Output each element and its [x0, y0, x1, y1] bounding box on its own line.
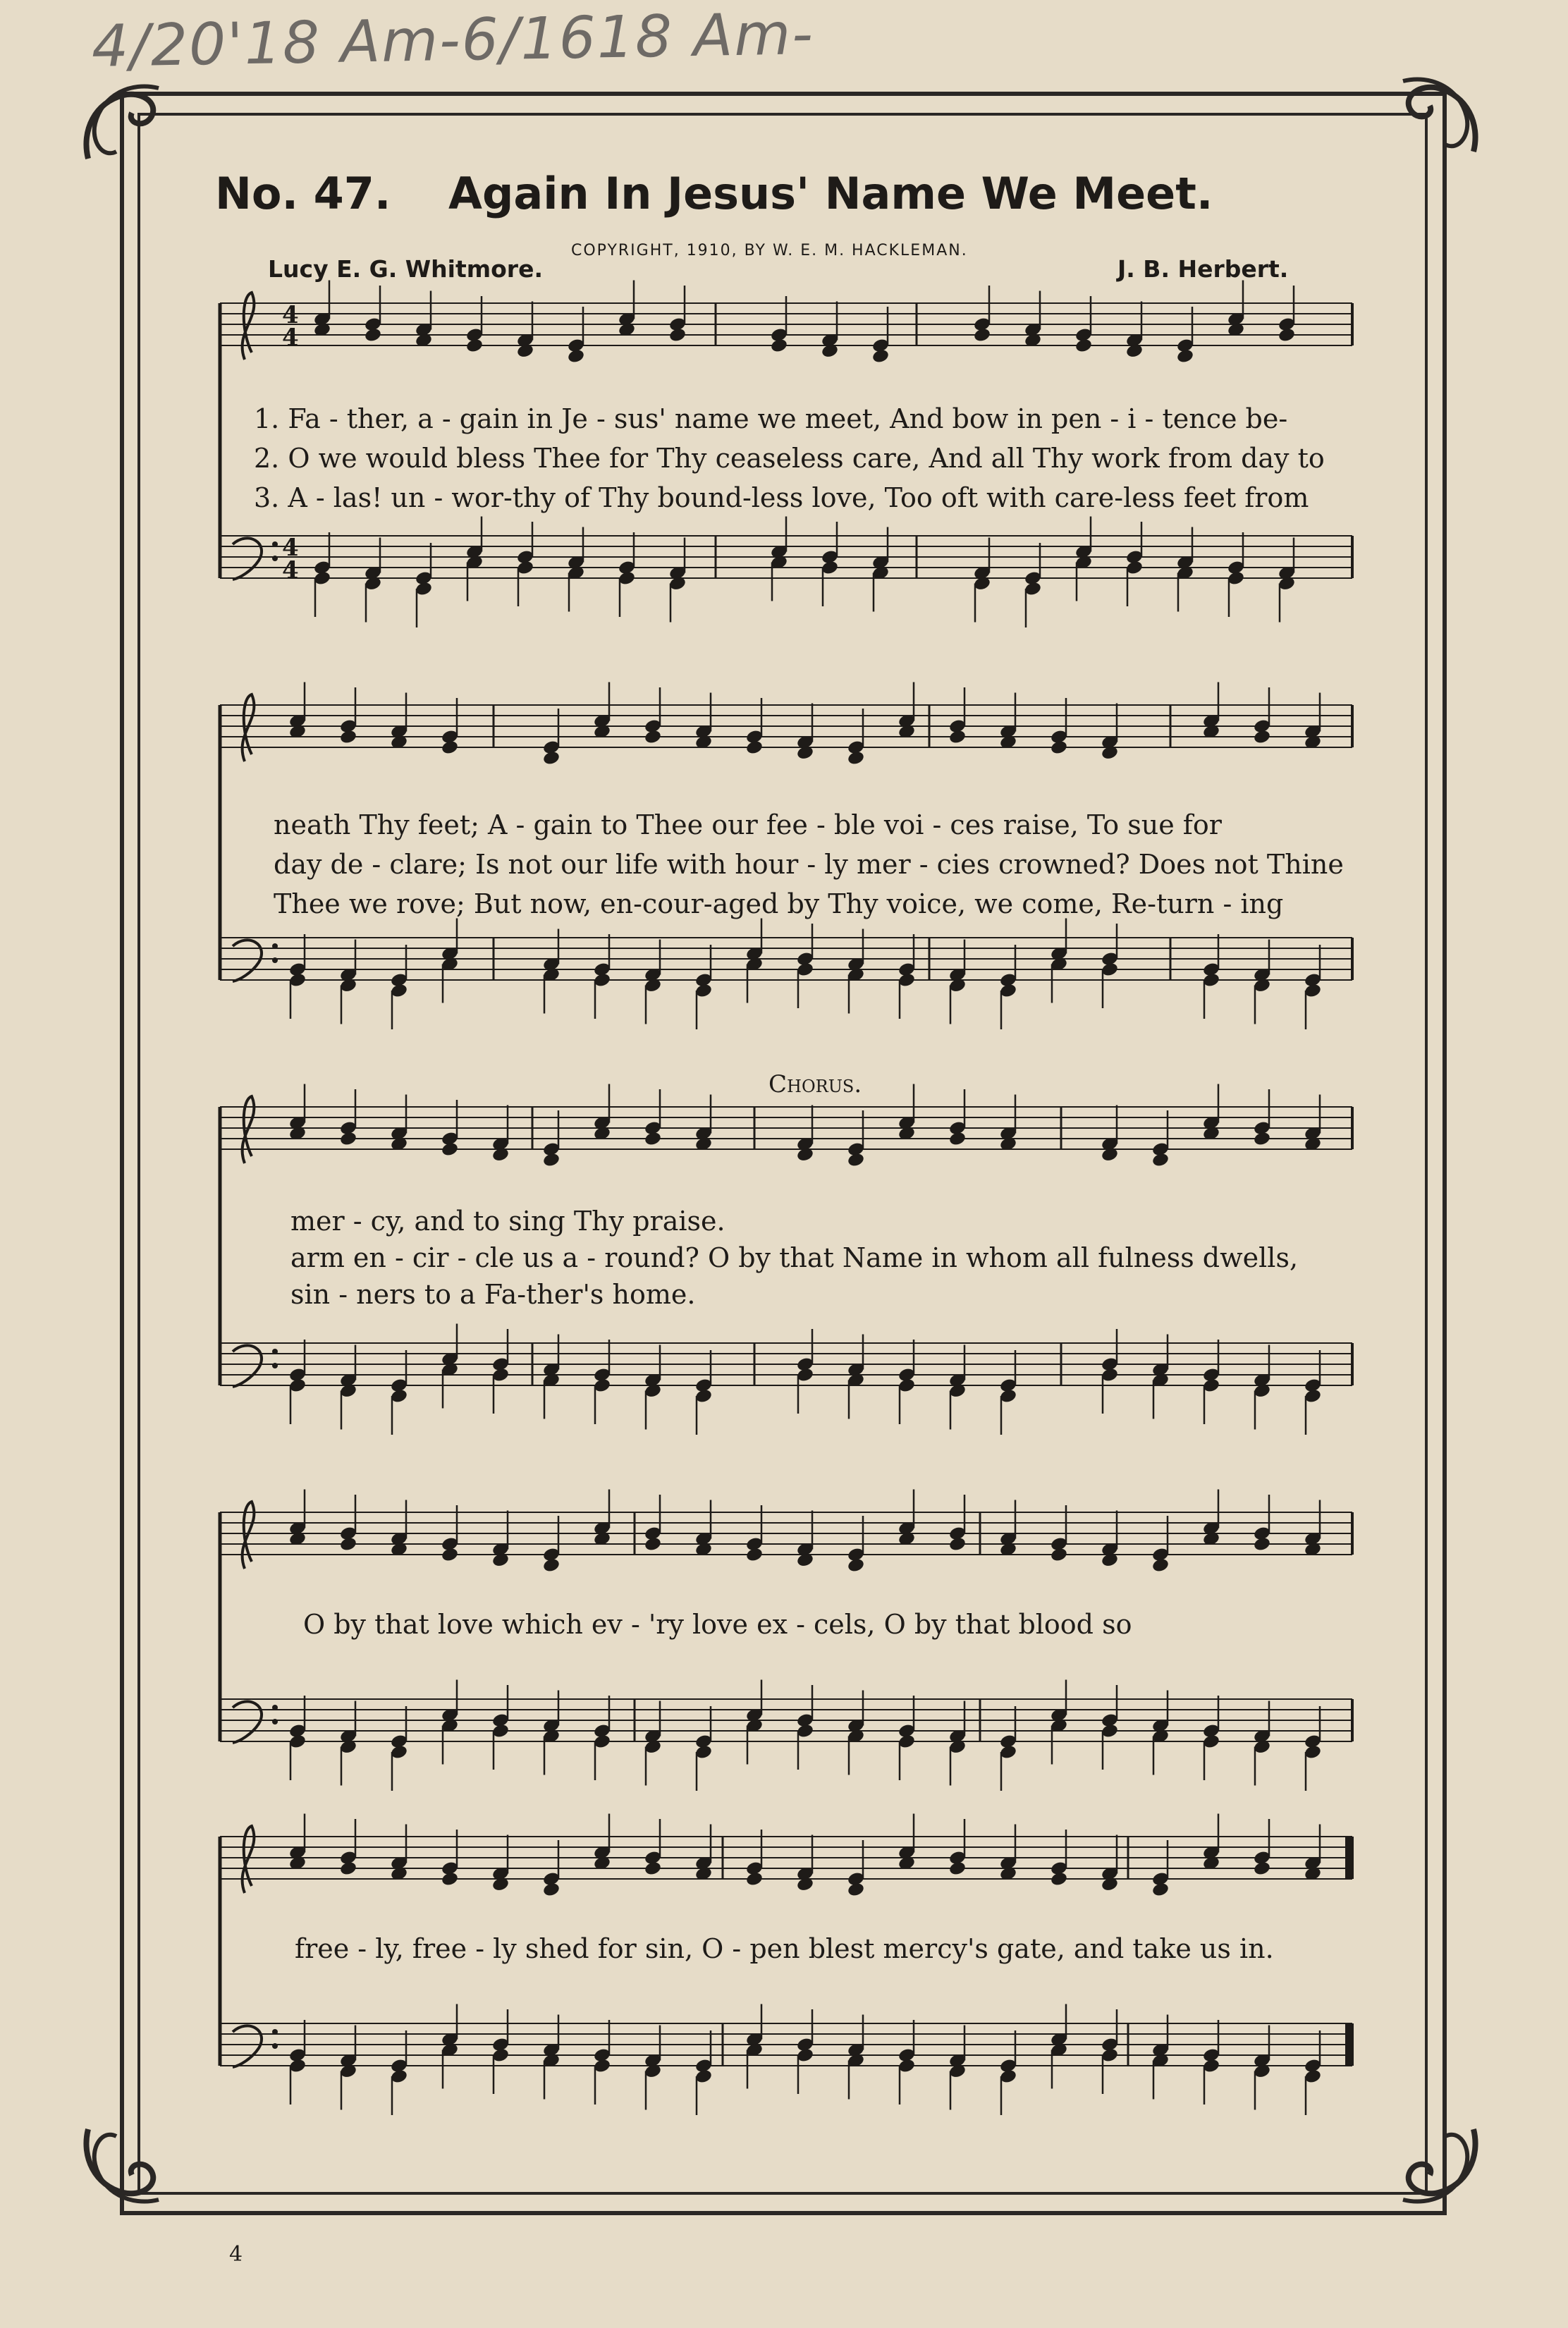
note-head	[644, 1861, 662, 1877]
clef-dot	[272, 1363, 278, 1368]
note-head	[1176, 348, 1194, 364]
note-head	[770, 338, 788, 354]
note-head	[567, 348, 585, 364]
note-head	[1151, 1152, 1170, 1168]
note-head	[1151, 1557, 1170, 1574]
final-bar	[1345, 1837, 1352, 1879]
note-head	[1074, 338, 1093, 354]
note-head	[339, 1861, 357, 1877]
note-head	[542, 1557, 561, 1574]
lyric-line: 1. Fa - ther, a - gain in Je - sus' name we meet, And bow in pen - i - tence be-	[254, 403, 1288, 434]
time-signature-top: 4	[282, 534, 299, 562]
lyric-line: O by that love which ev - 'ry love ex - cels, O by that blood so	[303, 1609, 1132, 1640]
clef-dot	[272, 2029, 278, 2035]
lyric-line: 3. A - las! un - wor-thy of Thy bound-less love, Too oft with care-less feet from	[254, 482, 1309, 513]
note-head	[644, 1536, 662, 1552]
note-head	[542, 1882, 561, 1898]
note-head	[644, 729, 662, 745]
bass-clef-icon	[233, 1701, 262, 1743]
note-head	[644, 1131, 662, 1147]
note-head	[948, 729, 967, 745]
note-head	[441, 1547, 459, 1563]
note-head	[1253, 729, 1271, 745]
note-head	[1253, 1131, 1271, 1147]
time-signature-bottom: 4	[282, 556, 299, 584]
lyric-line: sin - ners to a Fa-ther's home.	[290, 1279, 696, 1310]
note-head	[1253, 1536, 1271, 1552]
clef-dot	[272, 1705, 278, 1710]
note-head	[973, 327, 991, 343]
note-head	[542, 1152, 561, 1168]
clef-dot	[272, 957, 278, 963]
bass-clef-icon	[233, 940, 262, 981]
note-head	[1050, 740, 1068, 756]
note-head	[1050, 1547, 1068, 1563]
note-head	[745, 740, 764, 756]
composer-credit: J. B. Herbert.	[1117, 255, 1289, 283]
lyric-line: day de - clare; Is not our life with hour - ly mer - cies crowned? Does not Thine	[274, 849, 1344, 880]
clef-dot	[272, 1349, 278, 1354]
clef-dot	[272, 556, 278, 561]
note-head	[847, 750, 865, 766]
clef-dot	[272, 2043, 278, 2049]
note-head	[441, 1871, 459, 1887]
clef-dot	[272, 943, 278, 949]
lyric-line: Thee we rove; But now, en-cour-aged by Thy voice, we come, Re-turn - ing	[274, 888, 1284, 919]
lyricist-credit: Lucy E. G. Whitmore.	[268, 255, 543, 283]
note-head	[364, 327, 382, 343]
note-head	[542, 750, 561, 766]
note-head	[847, 1557, 865, 1574]
handwritten-annotation: 4/20'18 Am-6/1618 Am-	[91, 1, 815, 80]
time-signature-top: 4	[282, 301, 299, 329]
note-head	[339, 729, 357, 745]
note-head	[1050, 1871, 1068, 1887]
note-head	[948, 1861, 967, 1877]
copyright-notice: COPYRIGHT, 1910, BY W. E. M. HACKLEMAN.	[571, 242, 968, 259]
note-head	[871, 348, 890, 364]
note-head	[847, 1882, 865, 1898]
note-head	[339, 1536, 357, 1552]
note-head	[745, 1871, 764, 1887]
note-head	[441, 1141, 459, 1158]
note-head	[465, 338, 484, 354]
lyric-line: arm en - cir - cle us a - round? O by that Name in whom all fulness dwells,	[290, 1242, 1299, 1273]
note-head	[339, 1131, 357, 1147]
lyric-line: mer - cy, and to sing Thy praise.	[290, 1206, 725, 1237]
note-head	[668, 327, 687, 343]
note-head	[1151, 1882, 1170, 1898]
note-head	[1278, 327, 1296, 343]
note-head	[948, 1536, 967, 1552]
chorus-label: Chorus.	[768, 1070, 862, 1098]
note-head	[1253, 1861, 1271, 1877]
bass-clef-icon	[233, 2026, 262, 2067]
lyric-line: 2. O we would bless Thee for Thy ceaseless care, And all Thy work from day to	[254, 443, 1325, 474]
note-head	[441, 740, 459, 756]
note-head	[745, 1547, 764, 1563]
note-head	[948, 1131, 967, 1147]
clef-dot	[272, 1719, 278, 1724]
lyric-line: free - ly, free - ly shed for sin, O - pen blest mercy's gate, and take us in.	[295, 1933, 1274, 1964]
page-number: 4	[229, 2242, 243, 2267]
note-head	[847, 1152, 865, 1168]
final-bar	[1345, 2023, 1352, 2066]
bass-clef-icon	[233, 538, 262, 580]
bass-clef-icon	[233, 1345, 262, 1387]
lyric-line: neath Thy feet; A - gain to Thee our fee - ble voi - ces raise, To sue for	[274, 809, 1222, 840]
hymn-title: Again In Jesus' Name We Meet.	[448, 168, 1213, 219]
clef-dot	[272, 541, 278, 547]
time-signature-bottom: 4	[282, 324, 299, 352]
hymn-number: No. 47.	[215, 168, 391, 219]
